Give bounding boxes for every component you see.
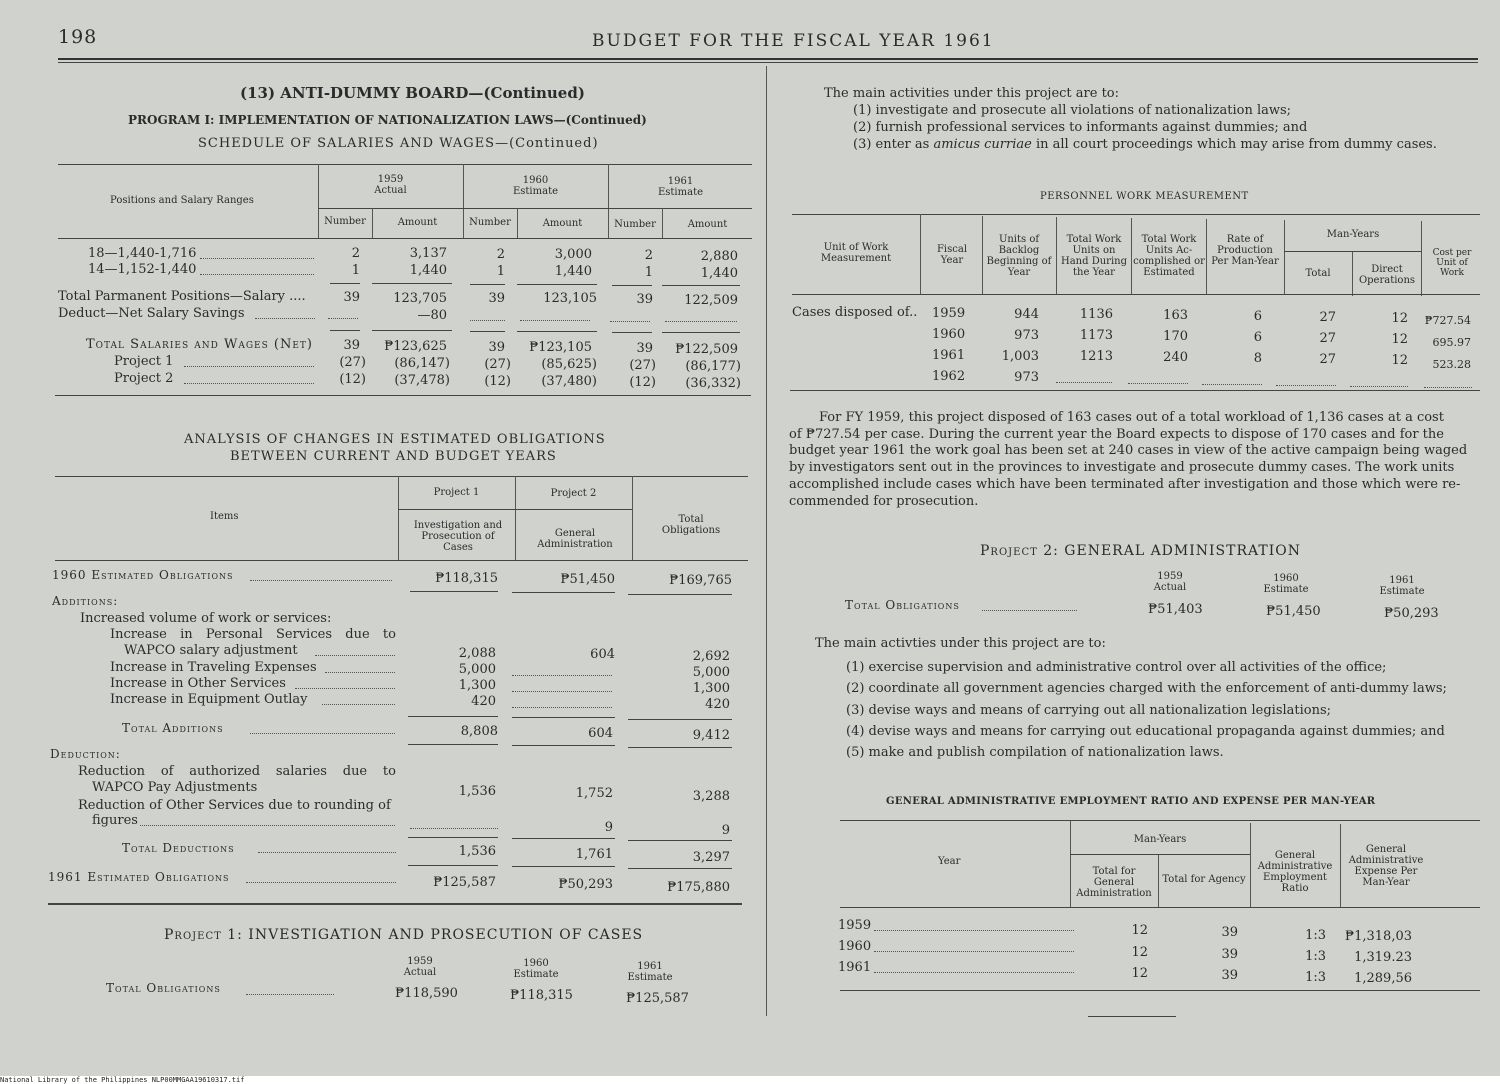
cell: (27) — [339, 355, 366, 370]
hdr-amount-59: Amount — [397, 217, 438, 228]
cell: 1 — [496, 264, 505, 279]
activity3-em: amicus curriae — [933, 137, 1032, 152]
p2-year-1961-sub: Estimate — [1379, 586, 1425, 597]
ga-title: GENERAL ADMINISTRATIVE EMPLOYMENT RATIO AND EXPENSE PER MAN-YEAR — [886, 796, 1376, 807]
salary-row-label: Total Parmanent Positions—Salary .... — [58, 289, 306, 304]
year-1960-sub: Estimate — [512, 186, 559, 197]
cell: ₱125,587 — [433, 875, 496, 890]
est-1960-label: 1960 Estimated Obligations — [52, 568, 234, 582]
cell: 1961 — [932, 348, 966, 363]
p2-year-1959-sub: Actual — [1153, 582, 1187, 593]
cell: (86,147) — [394, 356, 450, 371]
cell: 9 — [604, 820, 613, 835]
cell: ₱727.54 — [1424, 314, 1471, 327]
pwm-h-unit: Unit of Work Measurement — [820, 242, 892, 264]
cell: 1:3 — [1305, 970, 1326, 985]
cell: 1,440 — [700, 266, 738, 281]
cell: 27 — [1319, 331, 1336, 346]
cell: 523.28 — [1432, 358, 1471, 371]
activity2-item: (3) devise ways and means of carrying out all nationalization legislations; — [846, 703, 1332, 718]
hdr-number-59: Number — [324, 216, 366, 227]
total-deductions-label: Total Deductions — [122, 841, 235, 855]
hdr-amount-60: Amount — [542, 218, 583, 229]
col-project2: Project 2 — [550, 488, 597, 499]
ga-h-manyears: Man-Years — [1133, 834, 1187, 845]
cell: 2 — [644, 248, 653, 263]
p2-year-1959: 1959 — [1157, 571, 1183, 582]
cell: 1962 — [932, 369, 966, 384]
cell: ₱123,105 — [529, 340, 592, 355]
pwm-row-label: Cases disposed of.. — [792, 305, 918, 320]
cell: 39 — [1221, 968, 1238, 983]
inc-other-label: Increase in Other Services — [110, 676, 286, 691]
cell: 170 — [1163, 329, 1188, 344]
cell: 1,440 — [409, 263, 447, 278]
cell: 944 — [1014, 307, 1039, 322]
year-1961: 1961 — [667, 176, 694, 187]
cell: 12 — [1391, 353, 1408, 368]
inc-equip-label: Increase in Equipment Outlay — [110, 692, 308, 707]
cell: ₱122,509 — [675, 342, 738, 357]
cell: 1959 — [838, 918, 872, 933]
pwm-h-fy: Fiscal Year — [936, 244, 968, 266]
cell: (12) — [339, 372, 366, 387]
activity2-item: (5) make and publish compilation of nationalization laws. — [846, 745, 1224, 760]
salary-row-label: 14—1,152-1,440 — [88, 262, 197, 277]
cell: 1,289,56 — [1354, 971, 1412, 986]
activity-item: (1) investigate and prosecute all violations of nationalization laws; — [853, 103, 1292, 118]
narrative-line: by investigators sent out in the provinces to investigate and prosecute dummy cases. The work units — [789, 460, 1455, 476]
header-rule — [58, 58, 1478, 60]
est-1961-label: 1961 Estimated Obligations — [48, 870, 230, 884]
increased-label: Increased volume of work or services: — [80, 611, 332, 626]
year-1959-sub: Actual — [374, 185, 407, 196]
total-additions-label: Total Additions — [122, 721, 224, 735]
cell: 39 — [636, 292, 653, 307]
cell: 39 — [343, 290, 360, 305]
cell: 1,536 — [458, 844, 496, 859]
cell: 604 — [588, 726, 613, 741]
schedule-title: SCHEDULE OF SALARIES AND WAGES—(Continued) — [198, 136, 599, 151]
cell: 973 — [1014, 328, 1039, 343]
cell: 6 — [1253, 309, 1262, 324]
cell: (37,478) — [394, 373, 450, 388]
activity3-pre: (3) enter as — [853, 137, 930, 152]
col-positions: Positions and Salary Ranges — [110, 195, 254, 206]
narrative-line: of ₱727.54 per case. During the current year the Board expects to dispose of 170 cases and for the — [789, 426, 1444, 442]
cell: 2,880 — [700, 249, 738, 264]
cell: 12 — [1131, 945, 1148, 960]
cell: 123,105 — [543, 291, 597, 306]
cell: 3,000 — [554, 247, 592, 262]
cell: 1,752 — [575, 786, 613, 801]
cell: 1959 — [932, 306, 966, 321]
salary-row-label: Project 1 — [114, 354, 174, 369]
pwm-title: PERSONNEL WORK MEASUREMENT — [1040, 191, 1249, 202]
pwm-h-total: Total — [1305, 268, 1331, 279]
hdr-amount-61: Amount — [687, 219, 728, 230]
cell: 12 — [1131, 923, 1148, 938]
cell: (85,625) — [541, 357, 597, 372]
cell: 1,761 — [575, 847, 613, 862]
pwm-h-onhand: Total Work Units on Hand During the Year — [1061, 234, 1127, 278]
activity3-post: in all court proceedings which may arise from dummy cases. — [1035, 137, 1437, 152]
cell: 8,808 — [460, 724, 498, 739]
activities2-intro: The main activties under this project are to: — [815, 636, 1106, 651]
scan-footer: National Library of the Philippines NLP00MMGAA19610317.tif — [0, 1076, 1500, 1084]
cell: 9 — [721, 823, 730, 838]
ga-h-totagency: Total for Agency — [1162, 874, 1246, 885]
pwm-h-cost: Cost per Unit of Work — [1432, 248, 1472, 278]
cell: ₱50,293 — [558, 877, 613, 892]
cell: 39 — [488, 340, 505, 355]
col-items: Items — [210, 511, 239, 522]
ga-h-totga: Total for General Administration — [1076, 866, 1152, 899]
year-1961-sub: Estimate — [657, 187, 704, 198]
cell: 3,297 — [692, 850, 730, 865]
p2-year-1961: 1961 — [1389, 575, 1415, 586]
cell: 2,088 — [458, 646, 496, 661]
pwm-h-manyears: Man-Years — [1326, 229, 1380, 240]
cell: 420 — [471, 694, 496, 709]
cell: 1,003 — [1001, 349, 1039, 364]
cell: 123,705 — [393, 291, 447, 306]
cell: (12) — [629, 375, 656, 390]
cell: 2 — [496, 247, 505, 262]
cell: (37,480) — [541, 374, 597, 389]
cell: ₱169,765 — [669, 573, 732, 588]
reduction-line2: WAPCO Pay Adjustments — [92, 780, 258, 795]
p1-year-1960: 1960 — [523, 958, 549, 969]
cell: 1,440 — [554, 264, 592, 279]
p1-year-1961: 1961 — [637, 961, 663, 972]
p1-total-1960: ₱118,315 — [510, 988, 573, 1003]
cell: 39 — [1221, 925, 1238, 940]
cell: 12 — [1391, 332, 1408, 347]
p2-total-label: Total Obligations — [845, 598, 960, 612]
page-number: 198 — [58, 26, 98, 48]
ga-h-year: Year — [938, 856, 961, 867]
agency-title: (13) ANTI-DUMMY BOARD—(Continued) — [240, 84, 585, 102]
cell: (27) — [484, 357, 511, 372]
cell: 3,137 — [409, 246, 447, 261]
rounding-line2: figures — [92, 813, 138, 828]
pwm-h-direct: Direct Operations — [1358, 264, 1416, 286]
narrative-line: budget year 1961 the work goal has been set at 240 cases in view of the active campaign being waged — [789, 443, 1468, 459]
cell: 5,000 — [692, 665, 730, 680]
project1-title: Project 1: INVESTIGATION AND PROSECUTION OF CASES — [164, 927, 644, 943]
inc-travel-label: Increase in Traveling Expenses — [110, 660, 317, 675]
cell: 39 — [636, 341, 653, 356]
salary-row-label: Deduct—Net Salary Savings — [58, 306, 245, 321]
cell: 1173 — [1079, 328, 1113, 343]
cell: (12) — [484, 374, 511, 389]
cell: 1960 — [932, 327, 966, 342]
cell: 39 — [1221, 947, 1238, 962]
cell: 1:3 — [1305, 928, 1326, 943]
year-1959: 1959 — [377, 174, 404, 185]
additions-label: Additions: — [52, 594, 119, 608]
ga-h-expense: General Administrative Expense Per Man-Year — [1348, 844, 1424, 888]
cell: 3,288 — [692, 789, 730, 804]
analysis-subtitle: BETWEEN CURRENT AND BUDGET YEARS — [230, 449, 557, 464]
cell: (36,332) — [685, 376, 741, 391]
cell: 27 — [1319, 352, 1336, 367]
cell: 8 — [1253, 351, 1262, 366]
activities-intro: The main activities under this project are to: — [824, 86, 1120, 101]
cell: 1,300 — [692, 681, 730, 696]
activity2-item: (1) exercise supervision and administrative control over all activities of the office; — [846, 660, 1387, 675]
cell: —80 — [417, 308, 447, 323]
cell: 695.97 — [1432, 336, 1471, 349]
salary-row-label: 18—1,440-1,716 — [88, 246, 197, 261]
cell: 1,319.23 — [1354, 950, 1412, 965]
p1-total-label: Total Obligations — [106, 981, 221, 995]
hdr-number-61: Number — [614, 219, 656, 230]
cell: 2 — [351, 246, 360, 261]
header-rule-thin — [58, 62, 1478, 63]
cell: 604 — [590, 647, 615, 662]
cell: ₱118,315 — [435, 571, 498, 586]
cell: ₱175,880 — [667, 880, 730, 895]
p2-total-1960: ₱51,450 — [1266, 604, 1321, 619]
reduction-line1: Reduction of authorized salaries due to — [78, 764, 396, 779]
col-project1-sub: Investigation and Prosecution of Cases — [413, 520, 503, 553]
cell: 2,692 — [692, 649, 730, 664]
cell: 1 — [644, 265, 653, 280]
salary-row-label: Project 2 — [114, 371, 174, 386]
cell: 27 — [1319, 310, 1336, 325]
salary-row-label: Total Salaries and Wages (Net) — [86, 337, 313, 352]
cell: 973 — [1014, 370, 1039, 385]
cell: 5,000 — [458, 662, 496, 677]
column-divider — [766, 66, 767, 1016]
p1-year-1961-sub: Estimate — [627, 972, 673, 983]
p2-total-1959: ₱51,403 — [1148, 602, 1203, 617]
cell: 12 — [1391, 311, 1408, 326]
pwm-h-rate: Rate of Production Per Man-Year — [1211, 234, 1279, 267]
p1-year-1959: 1959 — [407, 956, 433, 967]
cell: (27) — [629, 358, 656, 373]
hdr-number-60: Number — [469, 217, 511, 228]
project2-title: Project 2: GENERAL ADMINISTRATION — [980, 543, 1301, 559]
cell: 1213 — [1079, 349, 1113, 364]
cell: (86,177) — [685, 359, 741, 374]
cell: 12 — [1131, 966, 1148, 981]
program-title: PROGRAM I: IMPLEMENTATION OF NATIONALIZATION LAWS—(Continued) — [128, 113, 647, 127]
inc-ps-line2: WAPCO salary adjustment — [124, 643, 298, 658]
deduction-label: Deduction: — [50, 747, 121, 761]
pwm-h-accomp: Total Work Units Ac-complished or Estimated — [1133, 234, 1205, 278]
rounding-line1: Reduction of Other Services due to rounding of — [78, 798, 391, 813]
analysis-title: ANALYSIS OF CHANGES IN ESTIMATED OBLIGATIONS — [184, 432, 606, 447]
activity-item: (2) furnish professional services to informants against dummies; and — [853, 120, 1308, 135]
col-project1: Project 1 — [433, 487, 480, 498]
cell: 1136 — [1079, 307, 1113, 322]
ga-h-ratio: General Administrative Employment Ratio — [1257, 850, 1333, 894]
narrative-line: For FY 1959, this project disposed of 163 cases out of a total workload of 1,136 cases at a cost — [819, 410, 1444, 425]
running-title: BUDGET FOR THE FISCAL YEAR 1961 — [592, 31, 995, 51]
activity2-item: (4) devise ways and means for carrying out educational propaganda against dummies; and — [846, 724, 1445, 739]
cell: 39 — [343, 338, 360, 353]
narrative — [789, 410, 1484, 510]
narrative-line: commended for prosecution. — [789, 493, 979, 509]
p2-year-1960-sub: Estimate — [1263, 584, 1309, 595]
col-total: Total Obligations — [661, 514, 721, 536]
cell: 240 — [1163, 350, 1188, 365]
p1-total-1959: ₱118,590 — [395, 986, 458, 1001]
cell: ₱51,450 — [560, 572, 615, 587]
cell: 6 — [1253, 330, 1262, 345]
cell: ₱1,318,03 — [1344, 929, 1412, 944]
cell: 39 — [488, 291, 505, 306]
cell: 1,536 — [458, 784, 496, 799]
cell: 9,412 — [692, 728, 730, 743]
p1-year-1960-sub: Estimate — [513, 969, 559, 980]
cell: 1960 — [838, 939, 872, 954]
cell: 1961 — [838, 960, 872, 975]
col-project2-sub: General Administration — [537, 528, 613, 550]
p1-year-1959-sub: Actual — [403, 967, 437, 978]
p1-total-1961: ₱125,587 — [626, 991, 689, 1006]
cell: 1 — [351, 263, 360, 278]
cell: 122,509 — [684, 293, 738, 308]
cell: 1,300 — [458, 678, 496, 693]
cell: ₱123,625 — [384, 339, 447, 354]
pwm-h-backlog: Units of Backlog Beginning of Year — [986, 234, 1052, 278]
activity-item-3 — [853, 137, 1437, 154]
cell: 420 — [705, 697, 730, 712]
inc-ps-line1: Increase in Personal Services due to — [110, 627, 396, 642]
cell: 1:3 — [1305, 949, 1326, 964]
p2-total-1961: ₱50,293 — [1384, 606, 1439, 621]
narrative-line: accomplished include cases which have been terminated after investigation and those which were re- — [789, 476, 1461, 492]
year-1960: 1960 — [522, 175, 549, 186]
p2-year-1960: 1960 — [1273, 573, 1299, 584]
cell: 163 — [1163, 308, 1188, 323]
activity2-item: (2) coordinate all government agencies charged with the enforcement of anti-dummy laws; — [846, 681, 1447, 696]
